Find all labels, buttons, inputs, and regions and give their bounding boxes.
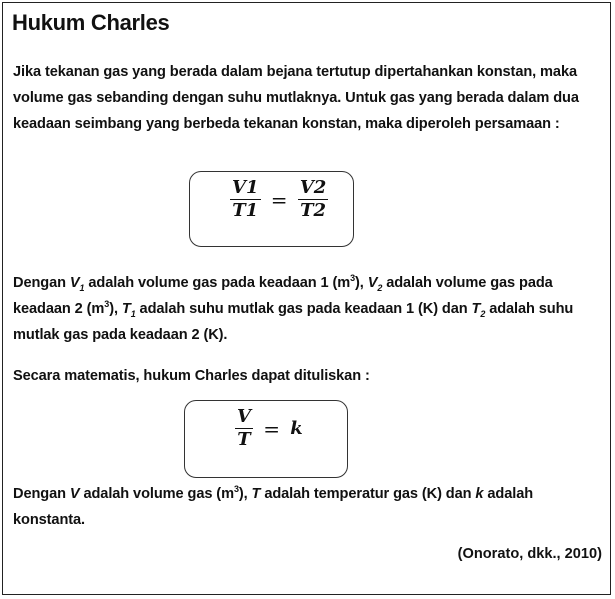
var-v1: V <box>69 275 80 291</box>
equation-v1t1-v2t2 <box>230 177 328 222</box>
superscript-3: 3 <box>350 273 356 284</box>
fraction-left-denominator: T1 <box>232 200 259 221</box>
subscript-1: 1 <box>130 309 136 320</box>
text-run: adalah suhu mutlak gas pada keadaan 1 (K) dan <box>135 301 472 318</box>
text-run: adalah volume gas pada keadaan 2 (m <box>13 275 553 318</box>
superscript-3: 3 <box>104 299 110 310</box>
text-run: ), <box>355 275 368 291</box>
subscript-2: 2 <box>377 282 383 293</box>
page-title: Hukum Charles <box>12 10 170 35</box>
var-v2: V <box>367 275 378 291</box>
text-run: ), <box>109 301 122 318</box>
intro-paragraph: Jika tekanan gas yang berada dalam bejana tertutup dipertahankan konstan, maka volume gas sebanding dengan suhu mutlaknya. Untuk gas yang berada dalam dua keadaan seimbang yang berbeda tekanan konstan, maka diperoleh persamaan : <box>13 64 579 133</box>
var-v: V <box>69 486 80 502</box>
constant-k: k <box>290 418 303 439</box>
equation-box-charles-two-states <box>189 171 354 247</box>
text-run: Dengan <box>13 486 70 502</box>
text-run: adalah volume gas pada keadaan 1 (m <box>84 275 351 291</box>
superscript-3: 3 <box>233 484 239 495</box>
var-t: T <box>251 486 261 502</box>
text-run: adalah volume gas (m <box>79 486 234 502</box>
text-run: ), <box>238 486 252 502</box>
text-run: adalah konstanta. <box>13 486 534 529</box>
equation-v-over-t-equals-k <box>235 406 303 451</box>
fraction-right <box>298 177 329 222</box>
fraction-numerator: V <box>237 406 251 427</box>
subscript-1: 1 <box>79 282 85 293</box>
fraction-left-numerator: V1 <box>232 177 259 198</box>
fraction-denominator: T <box>237 429 251 450</box>
variables-paragraph <box>13 270 605 349</box>
citation: (Onorato, dkk., 2010) <box>457 546 602 562</box>
equation-box-charles-law <box>184 400 348 478</box>
text-run: adalah suhu mutlak gas pada keadaan 2 (K). <box>13 301 574 344</box>
fraction-right-numerator: V2 <box>299 177 327 198</box>
fraction-right-denominator: T2 <box>300 200 327 221</box>
var-t2: T <box>471 301 481 318</box>
fraction-v-over-t <box>235 406 253 451</box>
equals-sign: = <box>263 416 281 441</box>
var-k: k <box>475 486 484 502</box>
var-t1: T <box>121 301 131 318</box>
equals-sign: = <box>270 187 288 212</box>
definition-paragraph <box>13 481 605 533</box>
math-intro-paragraph: Secara matematis, hukum Charles dapat dituliskan : <box>13 368 370 384</box>
text-run: adalah temperatur gas (K) dan <box>260 486 476 502</box>
text-run: Dengan <box>13 275 70 291</box>
fraction-left <box>230 177 261 222</box>
subscript-2: 2 <box>480 309 486 320</box>
